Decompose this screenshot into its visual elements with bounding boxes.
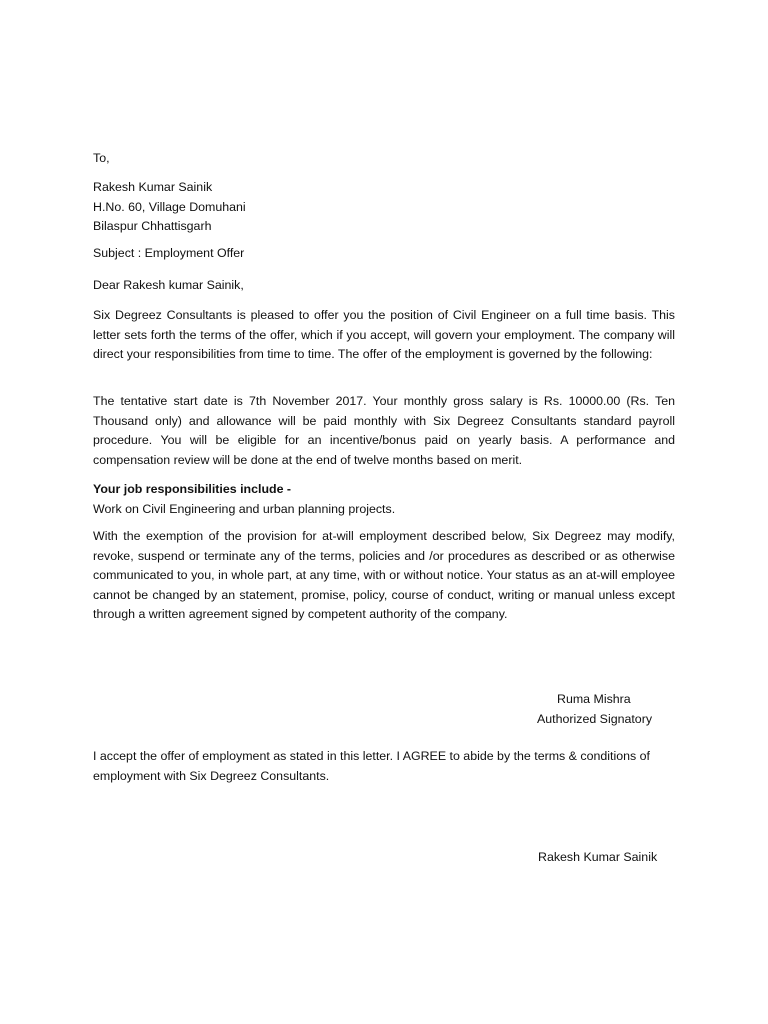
acceptor-name: Rakesh Kumar Sainik	[538, 850, 658, 864]
subject-line: Subject : Employment Offer	[93, 246, 245, 260]
greeting: Dear Rakesh kumar Sainik,	[93, 278, 244, 292]
acceptance-statement: I accept the offer of employment as stated in this letter. I AGREE to abide by the terms & conditions of employment with Six Degreez Consultants.	[93, 749, 650, 783]
signatory-title: Authorized Signatory	[537, 712, 653, 726]
recipient-address	[93, 178, 675, 237]
paragraph-at-will: With the exemption of the provision for at-will employment described below, Six Degreez may modify, revoke, suspend or terminate any of the terms, policies and /or procedures as described or as otherwise communicated to you, in whole part, at any time, with or without notice. Your status as an at-will employee cannot be changed by an statement, promise, policy, course of conduct, writing or manual unless except through a written agreement signed by competent authority of the company.	[93, 529, 675, 622]
salutation-to: To,	[93, 151, 110, 165]
responsibilities-text: Work on Civil Engineering and urban planning projects.	[93, 501, 396, 516]
signatory-name: Ruma Mishra	[557, 692, 631, 706]
recipient-name: Rakesh Kumar Sainik	[93, 180, 213, 194]
paragraph-terms: The tentative start date is 7th November 2017. Your monthly gross salary is Rs. 10000.00 (Rs. Ten Thousand only) and allowance will be paid monthly with Six Degreez Consultants standard payroll procedure. You will be eligible for an incentive/bonus paid on yearly basis. A performance and compensation review will be done at the end of twelve months based on merit.	[93, 394, 675, 467]
responsibilities-heading: Your job responsibilities include -	[93, 482, 292, 496]
recipient-address-line1: H.No. 60, Village Domuhani	[93, 199, 246, 214]
recipient-address-line2: Bilaspur Chhattisgarh	[93, 219, 212, 234]
paragraph-offer: Six Degreez Consultants is pleased to offer you the position of Civil Engineer on a full time basis. This letter sets forth the terms of the offer, which if you accept, will govern your employment. The company will direct your responsibilities from time to time. The offer of the employment is governed by the following:	[93, 308, 675, 362]
responsibilities-section	[93, 480, 675, 519]
